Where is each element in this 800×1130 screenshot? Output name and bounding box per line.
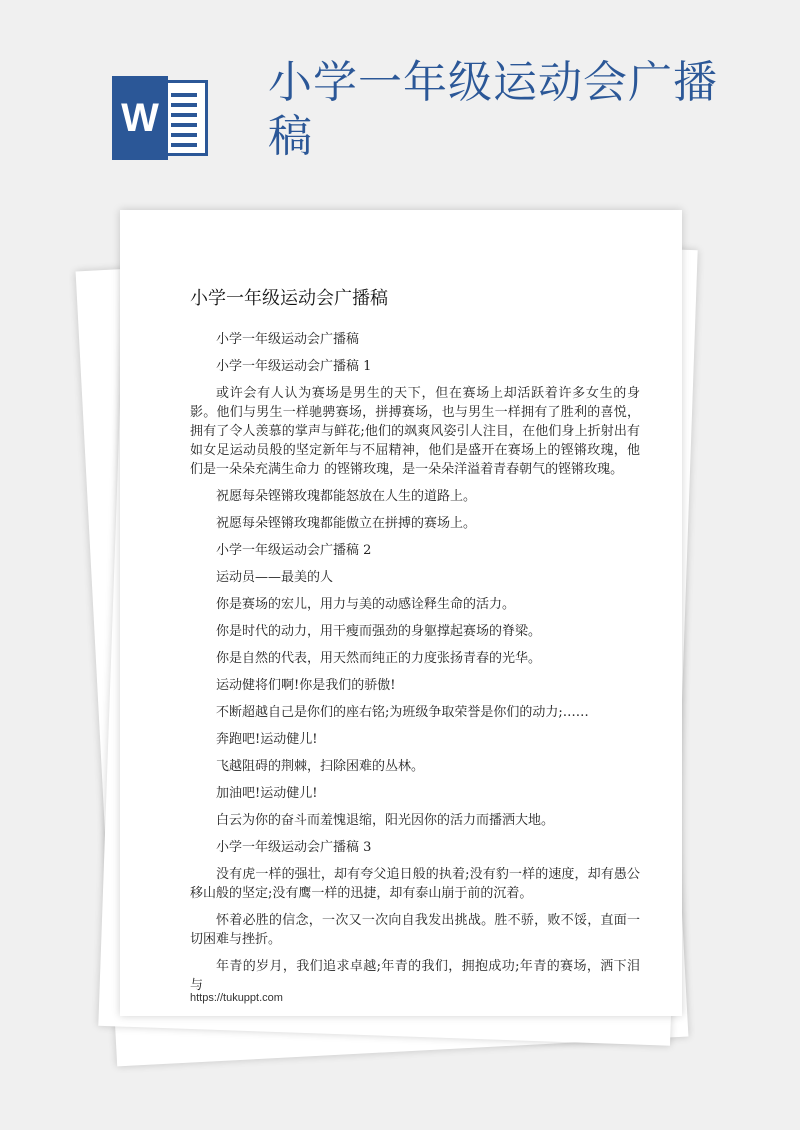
paragraph: 年青的岁月，我们追求卓越;年青的我们，拥抱成功;年青的赛场，洒下泪与 [190,959,640,993]
paragraph: 你是自然的代表，用天然而纯正的力度张扬青春的光华。 [216,651,542,666]
document-body [190,330,640,1003]
footer-link[interactable]: https://tukuppt.com [190,992,283,1004]
paragraph: 怀着必胜的信念，一次又一次向自我发出挑战。胜不骄，败不馁，直面一切困难与挫折。 [190,913,640,947]
word-letter-badge: W [112,76,168,160]
paragraph: 奔跑吧!运动健儿! [216,732,318,747]
document-title: 小学一年级运动会广播稿 [190,288,388,309]
word-document-icon [112,76,212,160]
paragraph: 祝愿每朵铿锵玫瑰都能怒放在人生的道路上。 [216,489,477,504]
paragraph: 或许会有人认为赛场是男生的天下，但在赛场上却活跃着许多女生的身影。他们与男生一样驰骋赛场，拼搏赛场，也与男生一样拥有了胜利的喜悦，拥有了令人羡慕的掌声与鲜花;他们的飒爽风姿引人注目，在他们身上折射出有如女足运动员般的坚定新年与不屈精神，他们是盛开在赛场上的铿锵玫瑰，他们是一朵朵充满生命力 的铿锵玫瑰，是一朵朵洋溢着青春朝气的铿锵玫瑰。 [190,386,640,477]
paragraph: 祝愿每朵铿锵玫瑰都能傲立在拼搏的赛场上。 [216,516,477,531]
paragraph: 小学一年级运动会广播稿 1 [216,359,372,374]
paragraph: 你是时代的动力，用干瘦而强劲的身躯撑起赛场的脊梁。 [216,624,542,639]
paragraph: 小学一年级运动会广播稿 2 [216,543,372,558]
paragraph: 飞越阻碍的荆棘，扫除困难的丛林。 [216,759,425,774]
paragraph: 运动员——最美的人 [216,570,334,585]
paragraph: 你是赛场的宏儿，用力与美的动感诠释生命的活力。 [216,597,516,612]
paragraph: 加油吧!运动健儿! [216,786,318,801]
page-title: 小学一年级运动会广播稿 [268,57,718,162]
paragraph: 不断超越自己是你们的座右铭;为班级争取荣誉是你们的动力;…… [216,705,589,720]
paragraph: 白云为你的奋斗而羞愧退缩，阳光因你的活力而播洒大地。 [216,813,555,828]
paragraph: 运动健将们啊!你是我们的骄傲! [216,678,396,693]
paragraph: 小学一年级运动会广播稿 3 [216,840,372,855]
paragraph: 没有虎一样的强壮，却有夸父追日般的执着;没有豹一样的速度，却有愚公移山般的坚定;没有鹰一样的迅捷，却有泰山崩于前的沉着。 [190,867,640,901]
paragraph: 小学一年级运动会广播稿 [216,332,360,347]
